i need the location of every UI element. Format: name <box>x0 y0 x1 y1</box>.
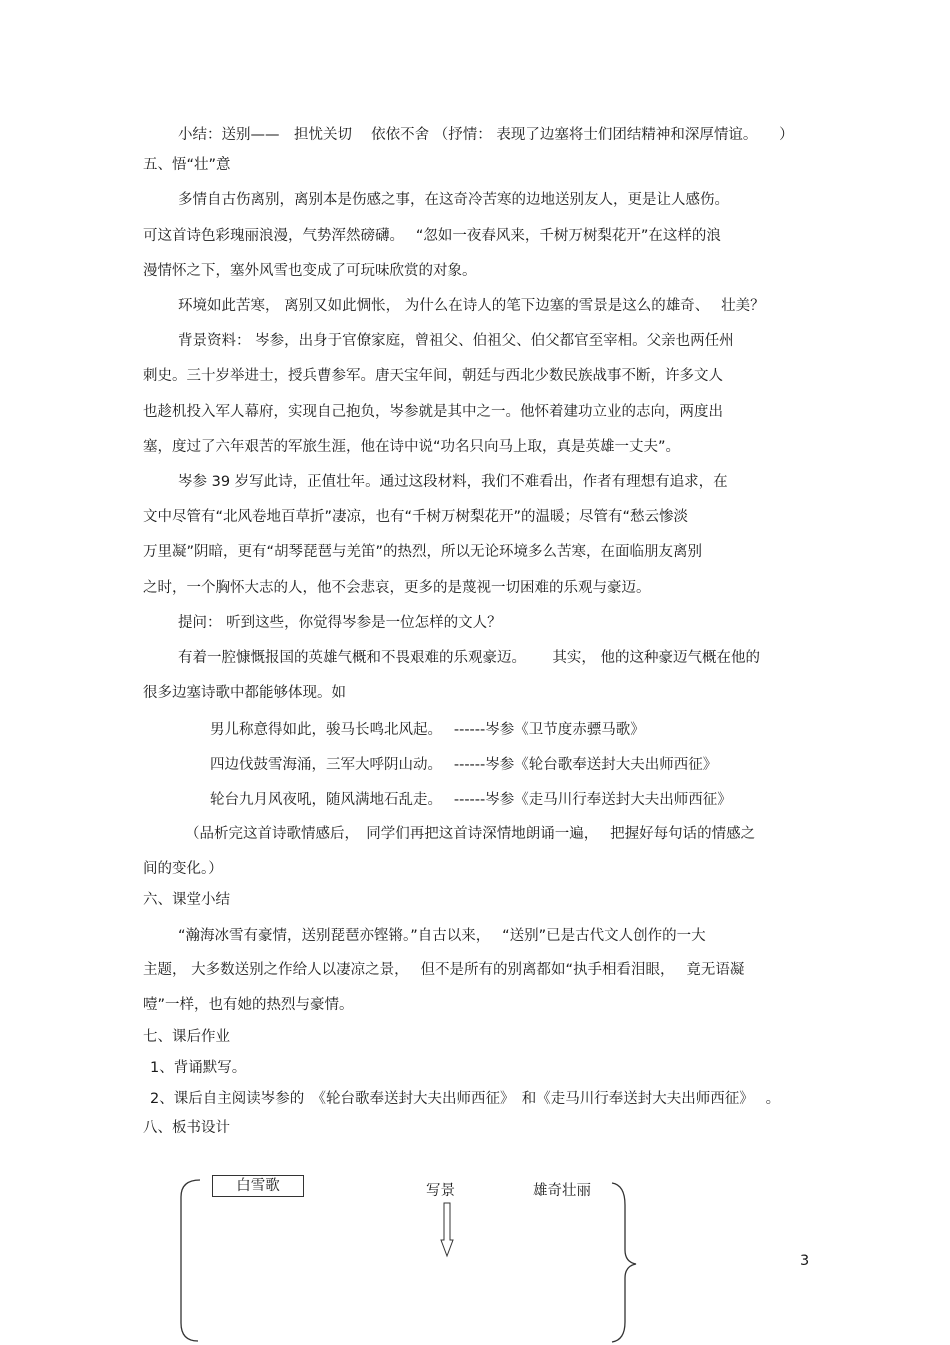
section-heading-8: 八、板书设计 <box>143 1120 230 1136</box>
paragraph-line: 万里凝”阴暗，更有“胡琴琵琶与羌笛”的热烈，所以无论环境多么苦寒，在面临朋友离别 <box>143 544 703 560</box>
question-line: 提问： 听到这些，你觉得岑参是一位怎样的文人？ <box>178 615 502 631</box>
section-heading-5: 五、悟“壮”意 <box>143 157 231 173</box>
poem-quote-line: 男儿称意得如此，骏马长鸣北风起。 ------岑参《卫节度赤骠马歌》 <box>210 722 645 738</box>
poem-quote-line: 四边伐鼓雪海涌，三军大呼阴山动。 ------岑参《轮台歌奉送封大夫出师西征》 <box>210 757 718 773</box>
paragraph-line: 漫情怀之下，塞外风雪也变成了可玩味欣赏的对象。 <box>143 263 477 279</box>
section-heading-7: 七、课后作业 <box>143 1029 230 1045</box>
poem-quote-line: 轮台九月风夜吼，随风满地石乱走。 ------岑参《走马川行奉送封大夫出师西征》 <box>210 792 732 808</box>
paragraph-line: 环境如此苦寒， 离别又如此惆怅， 为什么在诗人的笔下边塞的雪景是这么的雄奇、 壮美？ <box>178 298 765 314</box>
paragraph-line: 可这首诗色彩瑰丽浪漫，气势浑然磅礴。 “忽如一夜春风来，千树万树梨花开”在这样的浪 <box>143 228 721 244</box>
paragraph-line: “瀚海冰雪有豪情，送别琵琶亦铿锵。”自古以来， “送别”已是古代文人创作的一大 <box>178 928 706 944</box>
page-number: 3 <box>800 1253 810 1269</box>
paragraph-line: 多情自古伤离别，离别本是伤感之事，在这奇冷苦寒的边地送别友人，更是让人感伤。 <box>178 192 729 208</box>
paragraph-line: 塞，度过了六年艰苦的军旅生涯，他在诗中说“功名只向马上取，真是英雄一丈夫”。 <box>143 439 681 455</box>
diagram-title-box: 白雪歌 <box>212 1175 304 1197</box>
left-bracket <box>181 1180 200 1341</box>
homework-item-1: 1、背诵默写。 <box>150 1060 247 1076</box>
summary-line: 小结：送别—— 担忧关切 依依不舍 （抒情： 表现了边塞将士们团结精神和深厚情谊。 ） <box>178 127 794 143</box>
paragraph-line: 有着一腔慷慨报国的英雄气概和不畏艰难的乐观豪迈。 其实， 他的这种豪迈气概在他的 <box>178 650 760 666</box>
homework-item-2: 2、课后自主阅读岑参的 《轮台歌奉送封大夫出师西征》 和《走马川行奉送封大夫出师西征》 。 <box>150 1091 781 1107</box>
paragraph-line: 刺史。三十岁举进士，授兵曹参军。唐天宝年间，朝廷与西北少数民族战事不断，许多文人 <box>143 368 723 384</box>
paragraph-line: 噎”一样，也有她的热烈与豪情。 <box>143 997 354 1013</box>
down-arrow-icon <box>441 1203 453 1256</box>
section-heading-6: 六、课堂小结 <box>143 892 230 908</box>
right-brace <box>612 1183 636 1342</box>
paragraph-line: （品析完这首诗歌情感后， 同学们再把这首诗深情地朗诵一遍， 把握好每句话的情感之 <box>185 826 756 842</box>
paragraph-line: 也趁机投入军人幕府，实现自己抱负，岑参就是其中之一。他怀着建功立业的志向，两度出 <box>143 404 723 420</box>
paragraph-line: 间的变化。） <box>143 861 223 877</box>
paragraph-line: 之时，一个胸怀大志的人，他不会悲哀，更多的是蔑视一切困难的乐观与豪迈。 <box>143 580 651 596</box>
diagram-right-label: 雄奇壮丽 <box>533 1183 591 1199</box>
diagram-arrow-label: 写景 <box>426 1183 455 1199</box>
paragraph-line: 岑参 39 岁写此诗，正值壮年。通过这段材料，我们不难看出，作者有理想有追求，在 <box>178 474 728 490</box>
paragraph-line: 文中尽管有“北风卷地百草折”凄凉，也有“千树万树梨花开”的温暖；尽管有“愁云惨淡 <box>143 509 689 525</box>
paragraph-line: 很多边塞诗歌中都能够体现。如 <box>143 685 346 701</box>
paragraph-line: 主题， 大多数送别之作给人以凄凉之景， 但不是所有的别离都如“执手相看泪眼， 竟无语凝 <box>143 962 745 978</box>
paragraph-line: 背景资料： 岑参，出身于官僚家庭，曾祖父、伯祖父、伯父都官至宰相。父亲也两任州 <box>178 333 734 349</box>
